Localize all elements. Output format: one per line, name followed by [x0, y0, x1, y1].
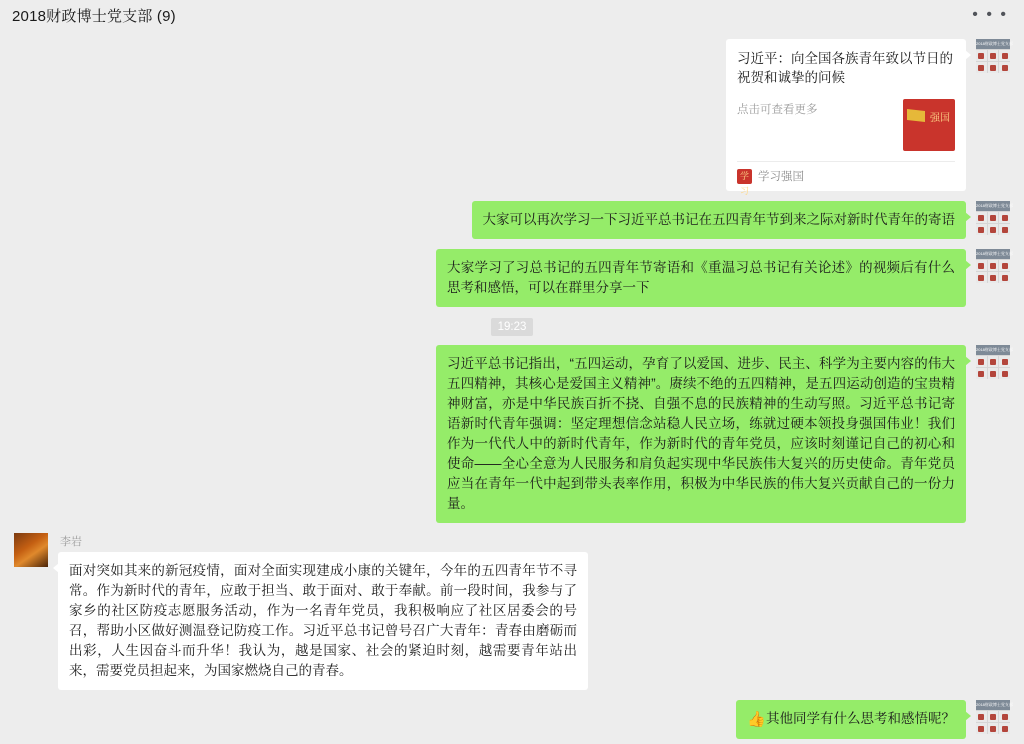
avatar-label: 2018财政博士党支部: [976, 39, 1010, 49]
message-text: 其他同学有什么思考和感悟呢？: [766, 711, 955, 726]
message-list[interactable]: [0, 30, 1024, 744]
thumbs-up-icon: 👍: [747, 711, 766, 728]
avatar-label: 2018财政博士党支部: [976, 201, 1010, 211]
message-row: [0, 528, 1024, 695]
link-card[interactable]: [726, 39, 966, 196]
link-card-title: 习近平：向全国各族青年致以节日的祝贺和诚挚的问候: [737, 51, 953, 85]
page-title: 2018财政博士党支部 (9): [12, 7, 176, 25]
message-bubble[interactable]: [736, 700, 966, 739]
link-card-source: 学习强国: [758, 171, 804, 183]
link-card-thumb-text: 强国: [930, 113, 950, 124]
avatar[interactable]: [976, 39, 1013, 73]
message-row: [0, 340, 1024, 528]
avatar[interactable]: [976, 201, 1013, 235]
avatar-label: 2018财政博士党支部: [976, 249, 1010, 259]
avatar-label: 2018财政博士党支部: [976, 700, 1010, 710]
message-row: [0, 196, 1024, 244]
message-row: [0, 695, 1024, 744]
avatar[interactable]: [976, 700, 1013, 734]
chat-header: [0, 0, 1024, 30]
more-options-button[interactable]: • • •: [972, 6, 1008, 23]
timestamp: 19:23: [491, 318, 534, 336]
avatar-label: 2018财政博士党支部: [976, 345, 1010, 355]
link-card-thumbnail: [903, 99, 955, 151]
message-row-link-card: [0, 34, 1024, 196]
avatar-image: [14, 533, 48, 567]
message-bubble[interactable]: 大家可以再次学习一下习近平总书记在五四青年节到来之际对新时代青年的寄语: [472, 201, 967, 239]
sender-name: 李岩: [60, 536, 82, 548]
source-app-icon: 学习: [737, 169, 752, 184]
avatar[interactable]: [14, 533, 48, 567]
link-card-body: [737, 99, 955, 151]
link-card-footer: [737, 161, 955, 196]
timestamp-row: [0, 312, 1024, 340]
avatar[interactable]: [976, 345, 1013, 379]
link-card-subtitle: 点击可查看更多: [737, 104, 818, 116]
flag-icon: [907, 109, 925, 122]
message-bubble[interactable]: 习近平总书记指出，“五四运动，孕育了以爱国、进步、民主、科学为主要内容的伟大五四精神，其核心是爱国主义精神”。赓续不绝的五四精神，是五四运动创造的宝贵精神财富，亦是中华民族百折不挠、自强不息的民族精神的生动写照。习近平总书记寄语新时代青年强调：坚定理想信念站稳人民立场，练就过硬本领投身强国伟业！我们作为一代代人中的新时代青年，作为新时代的青年党员，应该时刻谨记自己的初心和使命——全心全意为人民服务和肩负起实现中华民族伟大复兴的历史使命。青年党员应当在青年一代中起到带头表率作用，积极为中华民族的伟大复兴贡献自己的一份力量。: [436, 345, 966, 523]
message-row: [0, 244, 1024, 312]
message-bubble[interactable]: 大家学习了习总书记的五四青年节寄语和《重温习总书记有关论述》的视频后有什么思考和感悟，可以在群里分享一下: [436, 249, 966, 307]
message-bubble[interactable]: 面对突如其来的新冠疫情，面对全面实现建成小康的关键年，今年的五四青年节不寻常。作为新时代的青年，应敢于担当、敢于面对、敢于奉献。前一段时间，我参与了家乡的社区防疫志愿服务活动，作为一名青年党员，我积极响应了社区居委会的号召，帮助小区做好测温登记防疫工作。习近平总书记曾号召广大青年：青春由磨砺而出彩，人生因奋斗而升华！我认为，越是国家、社会的紧迫时刻，越需要青年站出来，需要党员担起来，为国家燃烧自己的青春。: [58, 552, 588, 690]
avatar[interactable]: [976, 249, 1013, 283]
